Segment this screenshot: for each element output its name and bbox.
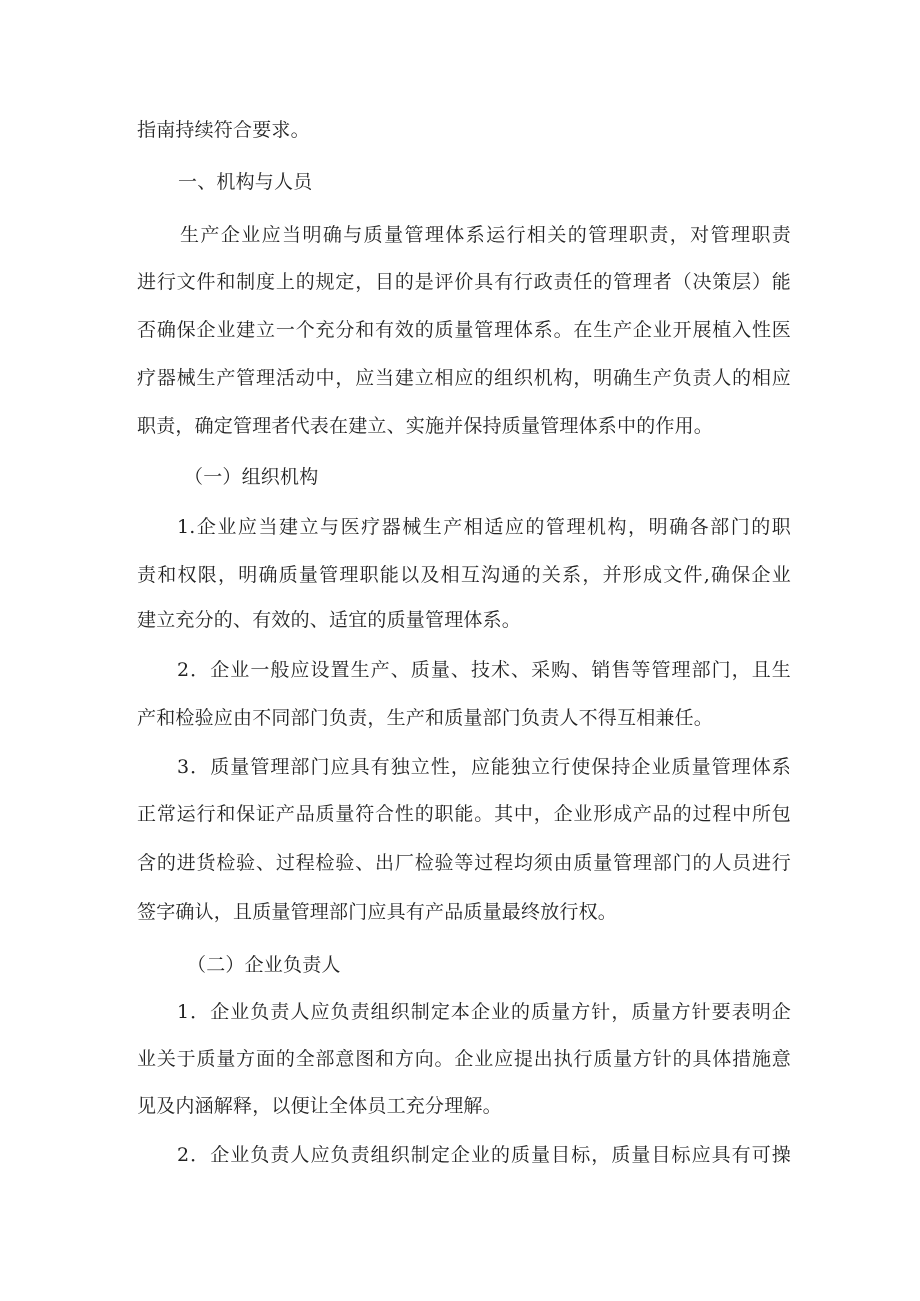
subsection-heading-enterprise-leader: （二）企业负责人 [187,954,341,976]
paragraph-line: 3．质量管理部门应具有独立性，应能独立行使保持企业质量管理体系 [177,756,791,778]
section-heading-organization-personnel: 一、机构与人员 [178,171,313,193]
paragraph-line: 2．企业一般应设置生产、质量、技术、采购、销售等管理部门，且生 [177,659,791,681]
paragraph-line: 否确保企业建立一个充分和有效的质量管理体系。在生产企业开展植入性医 [137,319,791,341]
paragraph-line: 进行文件和制度上的规定，目的是评价具有行政责任的管理者（决策层）能 [137,271,791,293]
paragraph-line: 1.企业应当建立与医疗器械生产相适应的管理机构，明确各部门的职 [177,516,791,538]
paragraph-line: 2．企业负责人应负责组织制定企业的质量目标，质量目标应具有可操 [177,1144,791,1166]
paragraph-line: 含的进货检验、过程检验、出厂检验等过程均须由质量管理部门的人员进行 [137,852,791,874]
paragraph-line: 疗器械生产管理活动中，应当建立相应的组织机构，明确生产负责人的相应 [137,367,791,389]
paragraph-line: 1．企业负责人应负责组织制定本企业的质量方针，质量方针要表明企 [177,1001,791,1023]
paragraph-line: 职责，确定管理者代表在建立、实施并保持质量管理体系中的作用。 [137,415,714,437]
subsection-heading-organization: （一）组织机构 [184,466,319,488]
paragraph-line: 产和检验应由不同部门负责，生产和质量部门负责人不得互相兼任。 [137,707,714,729]
paragraph-line: 责和权限，明确质量管理职能以及相互沟通的关系，并形成文件,确保企业 [137,564,791,586]
continuation-line: 指南持续符合要求。 [137,119,310,141]
paragraph-line: 业关于质量方面的全部意图和方向。企业应提出执行质量方针的具体措施意 [137,1048,791,1070]
paragraph-line: 建立充分的、有效的、适宜的质量管理体系。 [137,609,522,631]
paragraph-line: 正常运行和保证产品质量符合性的职能。其中，企业形成产品的过程中所包 [137,803,791,825]
paragraph-line: 签字确认，且质量管理部门应具有产品质量最终放行权。 [137,901,618,923]
paragraph-line: 见及内涵解释，以便让全体员工充分理解。 [137,1095,502,1117]
paragraph-line: 生产企业应当明确与质量管理体系运行相关的管理职责，对管理职责 [180,224,791,246]
